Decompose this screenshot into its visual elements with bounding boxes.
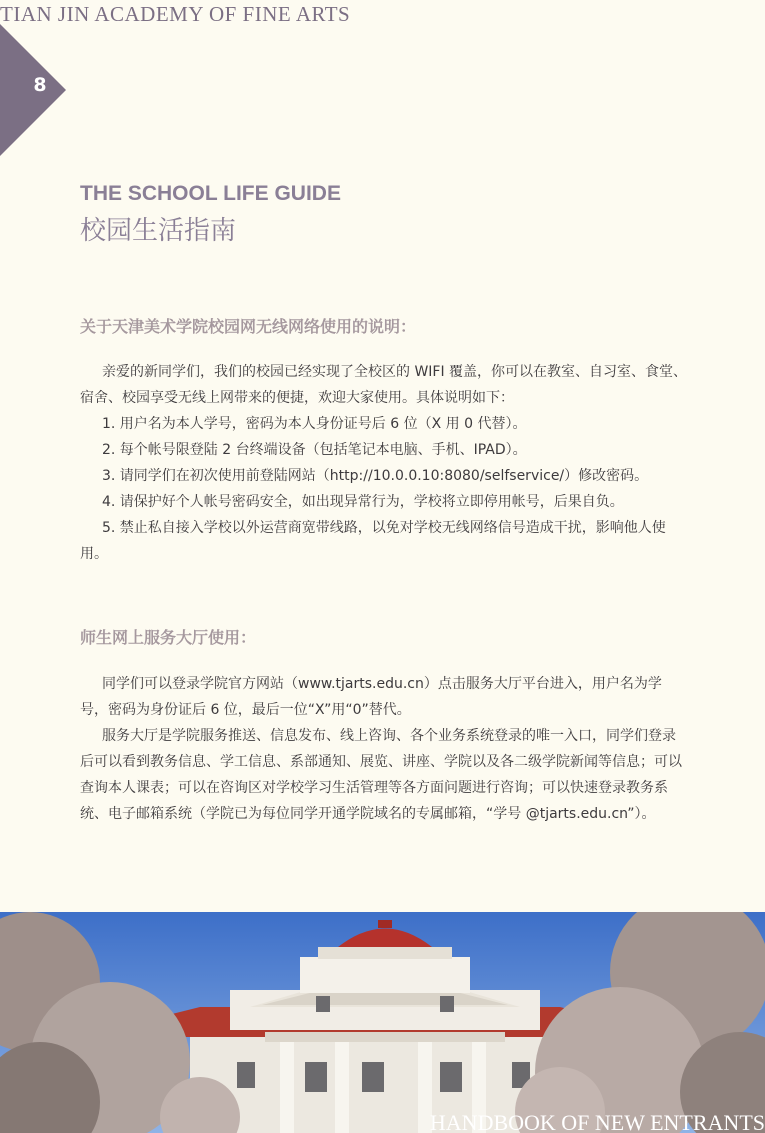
- list-item: 1. 用户名为本人学号，密码为本人身份证号后 6 位（X 用 0 代替）。: [102, 416, 527, 432]
- guide-title-en: THE SCHOOL LIFE GUIDE: [80, 182, 341, 205]
- section2-title: 师生网上服务大厅使用：: [80, 628, 257, 647]
- section2-body: [80, 671, 688, 827]
- section1-title: 关于天津美术学院校园网无线网络使用的说明：: [80, 317, 417, 336]
- section2-paragraph: 同学们可以登录学院官方网站（www.tjarts.edu.cn）点击服务大厅平台进入，用户名为学号，密码为身份证后 6 位，最后一位“X”用“0”替代。: [80, 676, 662, 718]
- list-item: 4. 请保护好个人帐号密码安全，如出现异常行为，学校将立即停用帐号，后果自负。: [102, 494, 624, 510]
- list-item: 5. 禁止私自接入学校以外运营商宽带线路，以免对学校无线网络信号造成干扰，影响他人使用。: [80, 520, 666, 562]
- footer-handbook-title: HANDBOOK OF NEW ENTRANTS: [429, 1110, 765, 1133]
- list-item: 3. 请同学们在初次使用前登陆网站（http://10.0.0.10:8080/selfservice/）修改密码。: [102, 468, 649, 484]
- guide-title-cn: 校园生活指南: [80, 216, 237, 246]
- campus-building-photo: [0, 912, 765, 1133]
- page-number: 8: [33, 74, 47, 96]
- section2-paragraph: 服务大厅是学院服务推送、信息发布、线上咨询、各个业务系统登录的唯一入口，同学们登录后可以看到教务信息、学工信息、系部通知、展览、讲座、学院以及各二级学院新闻等信息；可以查询本人课表；可以在咨询区对学校学习生活管理等各方面问题进行咨询；可以快速登录教务系统、电子邮箱系统（学院已为每位同学开通学院域名的专属邮箱，“学号 @tjarts.edu.cn”）。: [80, 728, 682, 822]
- list-item: 2. 每个帐号限登陆 2 台终端设备（包括笔记本电脑、手机、IPAD）。: [102, 442, 527, 458]
- campus-building-illustration: [0, 912, 765, 1133]
- section1-body: [80, 359, 688, 567]
- section1-intro: 亲爱的新同学们，我们的校园已经实现了全校区的 WIFI 覆盖，你可以在教室、自习室、食堂、宿舍、校园享受无线上网带来的便捷，欢迎大家使用。具体说明如下：: [80, 364, 688, 406]
- header-title: TIAN JIN ACADEMY OF FINE ARTS: [0, 2, 351, 26]
